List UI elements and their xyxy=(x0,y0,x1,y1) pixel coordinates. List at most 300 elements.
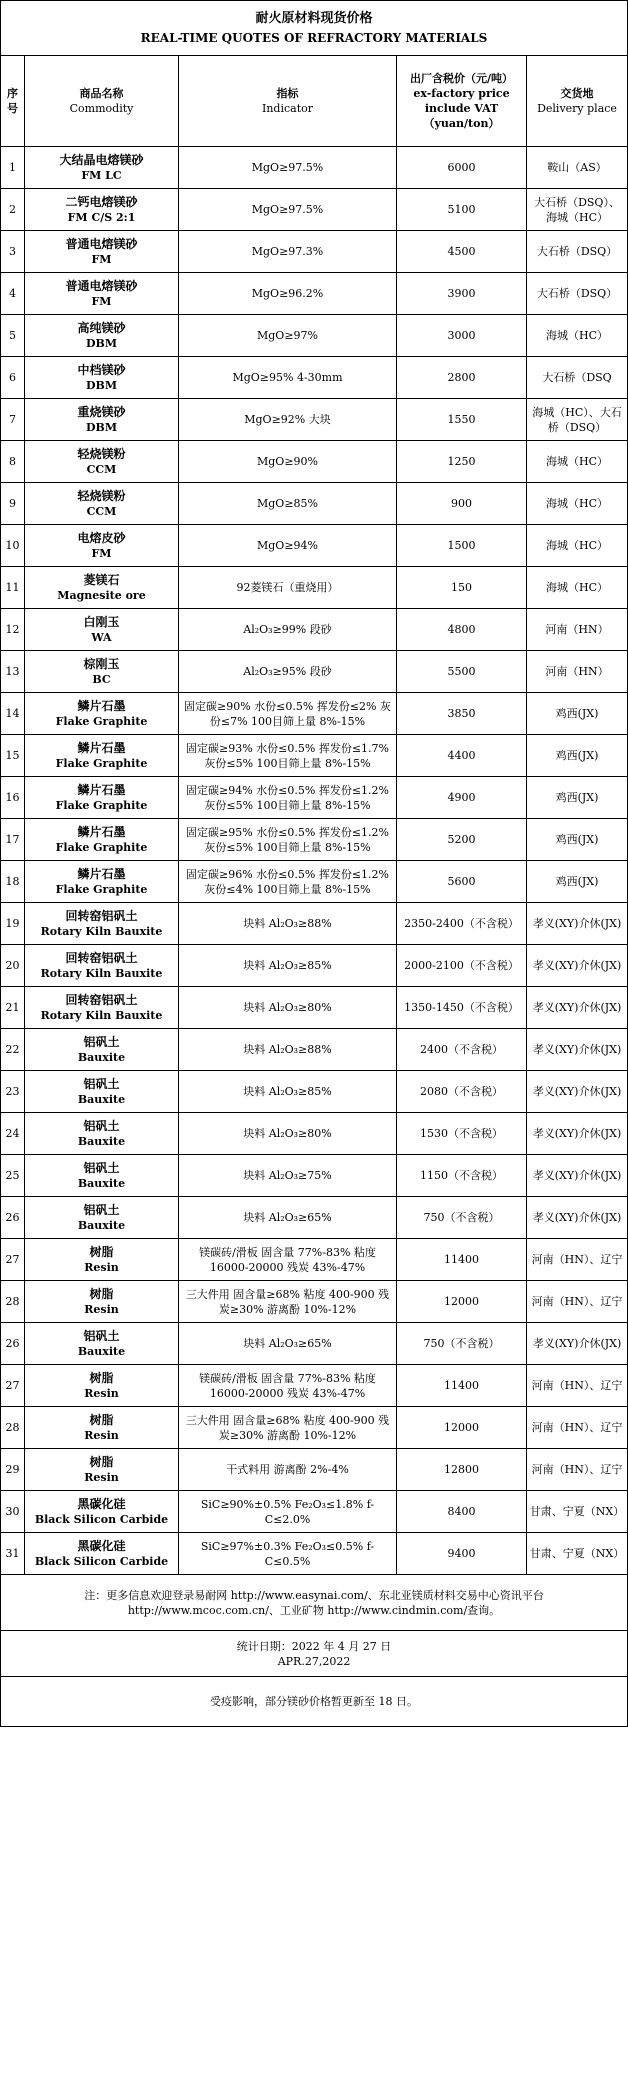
price-cell: 4500 xyxy=(397,231,527,273)
commodity-en: Flake Graphite xyxy=(55,882,148,896)
delivery-place-cell: 孝义(XY)介休(JX) xyxy=(527,1071,628,1113)
table-row xyxy=(1,1533,628,1575)
row-number: 28 xyxy=(1,1407,25,1449)
commodity-cell xyxy=(25,735,179,777)
commodity-cell xyxy=(25,525,179,567)
commodity-cell xyxy=(25,777,179,819)
delivery-place-cell: 甘肃、宁夏（NX） xyxy=(527,1491,628,1533)
row-number: 19 xyxy=(1,903,25,945)
price-cell: 2000-2100（不含税） xyxy=(397,945,527,987)
row-number: 31 xyxy=(1,1533,25,1575)
indicator-cell: 块料 Al₂O₃≥85% xyxy=(179,945,397,987)
commodity-cell xyxy=(25,987,179,1029)
table-row xyxy=(1,273,628,315)
commodity-cell xyxy=(25,1407,179,1449)
commodity-cn: 铝矾土 xyxy=(83,1118,120,1133)
commodity-cell xyxy=(25,567,179,609)
commodity-cell xyxy=(25,1533,179,1575)
price-cell: 12000 xyxy=(397,1281,527,1323)
commodity-cn: 回转窑铝矾土 xyxy=(65,950,138,965)
delivery-place-cell: 海城（HC） xyxy=(527,483,628,525)
commodity-en: FM xyxy=(91,252,112,266)
header-place xyxy=(527,56,628,147)
indicator-cell: MgO≥94% xyxy=(179,525,397,567)
commodity-cn: 铝矾土 xyxy=(83,1160,120,1175)
delivery-place-cell: 河南（HN）、辽宁 xyxy=(527,1239,628,1281)
table-row xyxy=(1,483,628,525)
table-body xyxy=(1,1,628,1575)
delivery-place-cell: 孝义(XY)介休(JX) xyxy=(527,1029,628,1071)
header-no: 序号 xyxy=(1,56,25,147)
table-row xyxy=(1,441,628,483)
commodity-cell xyxy=(25,315,179,357)
table-row xyxy=(1,189,628,231)
price-cell: 2080（不含税） xyxy=(397,1071,527,1113)
row-number: 16 xyxy=(1,777,25,819)
row-number: 14 xyxy=(1,693,25,735)
table-row xyxy=(1,819,628,861)
indicator-cell: 镁碳砖/滑板 固含量 77%-83% 粘度16000-20000 残炭 43%-47% xyxy=(179,1239,397,1281)
indicator-cell: MgO≥90% xyxy=(179,441,397,483)
price-cell: 1150（不含税） xyxy=(397,1155,527,1197)
delivery-place-cell: 鸡西(JX) xyxy=(527,777,628,819)
price-cell: 1250 xyxy=(397,441,527,483)
commodity-en: DBM xyxy=(85,336,117,350)
table-row xyxy=(1,777,628,819)
commodity-en: FM xyxy=(91,294,112,308)
table-row xyxy=(1,1491,628,1533)
commodity-cell xyxy=(25,819,179,861)
delivery-place-cell: 大石桥（DSQ） xyxy=(527,231,628,273)
indicator-cell: Al₂O₃≥95% 段砂 xyxy=(179,651,397,693)
price-cell: 12800 xyxy=(397,1449,527,1491)
price-cell: 11400 xyxy=(397,1365,527,1407)
commodity-en: WA xyxy=(91,630,112,644)
price-cell: 3900 xyxy=(397,273,527,315)
commodity-cn: 鳞片石墨 xyxy=(77,866,126,881)
row-number: 27 xyxy=(1,1239,25,1281)
row-number: 18 xyxy=(1,861,25,903)
commodity-cell xyxy=(25,147,179,189)
delivery-place-cell: 河南（HN）、辽宁 xyxy=(527,1281,628,1323)
price-cell: 4400 xyxy=(397,735,527,777)
row-number: 2 xyxy=(1,189,25,231)
row-number: 26 xyxy=(1,1323,25,1365)
header-indicator-en: Indicator xyxy=(261,102,313,115)
commodity-cn: 鳞片石墨 xyxy=(77,782,126,797)
commodity-en: Rotary Kiln Bauxite xyxy=(40,1008,163,1022)
table-row xyxy=(1,1113,628,1155)
commodity-en: DBM xyxy=(85,420,117,434)
commodity-cn: 棕刚玉 xyxy=(83,656,120,671)
price-cell: 150 xyxy=(397,567,527,609)
table-row xyxy=(1,147,628,189)
table-row xyxy=(1,1155,628,1197)
indicator-cell: 块料 Al₂O₃≥88% xyxy=(179,1029,397,1071)
commodity-en: Black Silicon Carbide xyxy=(34,1554,169,1568)
commodity-cn: 普通电熔镁砂 xyxy=(65,236,138,251)
commodity-cn: 铝矾土 xyxy=(83,1076,120,1091)
price-cell: 1550 xyxy=(397,399,527,441)
indicator-cell: Al₂O₃≥99% 段砂 xyxy=(179,609,397,651)
table-row xyxy=(1,567,628,609)
table-row xyxy=(1,231,628,273)
commodity-en: Resin xyxy=(84,1302,119,1316)
row-number: 7 xyxy=(1,399,25,441)
commodity-cell xyxy=(25,861,179,903)
table-row xyxy=(1,357,628,399)
indicator-cell: 固定碳≥94% 水份≤0.5% 挥发份≤1.2% 灰份≤5% 100目筛上量 8%-15% xyxy=(179,777,397,819)
price-cell: 4900 xyxy=(397,777,527,819)
commodity-cell xyxy=(25,357,179,399)
price-cell: 5500 xyxy=(397,651,527,693)
indicator-cell: SiC≥90%±0.5% Fe₂O₃≤1.8% f-C≤2.0% xyxy=(179,1491,397,1533)
row-number: 30 xyxy=(1,1491,25,1533)
indicator-cell: MgO≥97.5% xyxy=(179,147,397,189)
commodity-en: DBM xyxy=(85,378,117,392)
commodity-cell xyxy=(25,273,179,315)
commodity-cell xyxy=(25,483,179,525)
table-row xyxy=(1,651,628,693)
indicator-cell: MgO≥85% xyxy=(179,483,397,525)
commodity-en: Resin xyxy=(84,1260,119,1274)
table-row xyxy=(1,609,628,651)
row-number: 4 xyxy=(1,273,25,315)
row-number: 23 xyxy=(1,1071,25,1113)
price-cell: 3000 xyxy=(397,315,527,357)
indicator-cell: 固定碳≥95% 水份≤0.5% 挥发份≤1.2% 灰份≤5% 100目筛上量 8%-15% xyxy=(179,819,397,861)
row-number: 3 xyxy=(1,231,25,273)
price-cell: 3850 xyxy=(397,693,527,735)
table-row xyxy=(1,861,628,903)
table-row xyxy=(1,903,628,945)
header-row xyxy=(1,56,628,147)
delivery-place-cell: 海城（HC） xyxy=(527,315,628,357)
commodity-cell xyxy=(25,1365,179,1407)
table-row xyxy=(1,1323,628,1365)
commodity-en: CCM xyxy=(86,504,117,518)
price-cell: 1500 xyxy=(397,525,527,567)
delivery-place-cell: 大石桥（DSQ）、海城（HC） xyxy=(527,189,628,231)
indicator-cell: MgO≥97.3% xyxy=(179,231,397,273)
commodity-cell xyxy=(25,1197,179,1239)
commodity-cn: 轻烧镁粉 xyxy=(77,488,126,503)
delivery-place-cell: 海城（HC） xyxy=(527,525,628,567)
header-commodity-en: Commodity xyxy=(69,102,134,115)
commodity-cn: 黑碳化硅 xyxy=(77,1538,126,1553)
footer-date-cn: 统计日期：2022 年 4 月 27 日 xyxy=(236,1639,392,1653)
table-row xyxy=(1,1449,628,1491)
commodity-en: Rotary Kiln Bauxite xyxy=(40,924,163,938)
commodity-en: Bauxite xyxy=(77,1176,126,1190)
price-cell: 12000 xyxy=(397,1407,527,1449)
indicator-cell: 块料 Al₂O₃≥65% xyxy=(179,1197,397,1239)
commodity-cn: 回转窑铝矾土 xyxy=(65,992,138,1007)
row-number: 26 xyxy=(1,1197,25,1239)
price-cell: 5100 xyxy=(397,189,527,231)
indicator-cell: SiC≥97%±0.3% Fe₂O₃≤0.5% f-C≤0.5% xyxy=(179,1533,397,1575)
footer-note xyxy=(1,1575,628,1631)
commodity-cn: 重烧镁砂 xyxy=(77,404,126,419)
commodity-en: FM C/S 2:1 xyxy=(67,210,136,224)
row-number: 24 xyxy=(1,1113,25,1155)
delivery-place-cell: 孝义(XY)介休(JX) xyxy=(527,987,628,1029)
delivery-place-cell: 河南（HN） xyxy=(527,651,628,693)
row-number: 29 xyxy=(1,1449,25,1491)
indicator-cell: MgO≥96.2% xyxy=(179,273,397,315)
table-row xyxy=(1,1365,628,1407)
row-number: 6 xyxy=(1,357,25,399)
commodity-cn: 树脂 xyxy=(89,1412,114,1427)
delivery-place-cell: 鞍山（AS） xyxy=(527,147,628,189)
header-price-l3: include VAT xyxy=(424,102,499,115)
commodity-cn: 电熔皮砂 xyxy=(77,530,126,545)
delivery-place-cell: 河南（HN）、辽宁 xyxy=(527,1407,628,1449)
row-number: 8 xyxy=(1,441,25,483)
delivery-place-cell: 鸡西(JX) xyxy=(527,735,628,777)
indicator-cell: 固定碳≥93% 水份≤0.5% 挥发份≤1.7% 灰份≤5% 100目筛上量 8%-15% xyxy=(179,735,397,777)
commodity-en: Resin xyxy=(84,1470,119,1484)
delivery-place-cell: 大石桥（DSQ） xyxy=(527,273,628,315)
header-commodity xyxy=(25,56,179,147)
header-indicator-cn: 指标 xyxy=(276,87,299,100)
price-cell: 2400（不含税） xyxy=(397,1029,527,1071)
commodity-cn: 树脂 xyxy=(89,1454,114,1469)
title-cn: 耐火原材料现货价格 xyxy=(255,11,373,26)
price-cell: 2350-2400（不含税） xyxy=(397,903,527,945)
delivery-place-cell: 海城（HC）、大石桥（DSQ） xyxy=(527,399,628,441)
row-number: 28 xyxy=(1,1281,25,1323)
table-footer xyxy=(1,1575,628,1727)
row-number: 25 xyxy=(1,1155,25,1197)
price-cell: 900 xyxy=(397,483,527,525)
commodity-en: Rotary Kiln Bauxite xyxy=(40,966,163,980)
commodity-cn: 铝矾土 xyxy=(83,1328,120,1343)
delivery-place-cell: 孝义(XY)介休(JX) xyxy=(527,1155,628,1197)
indicator-cell: MgO≥97.5% xyxy=(179,189,397,231)
row-number: 10 xyxy=(1,525,25,567)
row-number: 20 xyxy=(1,945,25,987)
commodity-cn: 树脂 xyxy=(89,1286,114,1301)
price-cell: 750（不含税） xyxy=(397,1323,527,1365)
commodity-en: Flake Graphite xyxy=(55,840,148,854)
delivery-place-cell: 鸡西(JX) xyxy=(527,693,628,735)
row-number: 9 xyxy=(1,483,25,525)
table-row xyxy=(1,399,628,441)
row-number: 11 xyxy=(1,567,25,609)
commodity-cell xyxy=(25,1113,179,1155)
table-row xyxy=(1,735,628,777)
commodity-en: Flake Graphite xyxy=(55,798,148,812)
commodity-cn: 高纯镁砂 xyxy=(77,320,126,335)
indicator-cell: 块料 Al₂O₃≥75% xyxy=(179,1155,397,1197)
commodity-cn: 白刚玉 xyxy=(83,614,120,629)
commodity-cn: 二钙电熔镁砂 xyxy=(65,194,138,209)
commodity-cell xyxy=(25,1491,179,1533)
delivery-place-cell: 孝义(XY)介休(JX) xyxy=(527,1197,628,1239)
commodity-cn: 鳞片石墨 xyxy=(77,740,126,755)
row-number: 13 xyxy=(1,651,25,693)
row-number: 15 xyxy=(1,735,25,777)
commodity-cell xyxy=(25,231,179,273)
delivery-place-cell: 甘肃、宁夏（NX） xyxy=(527,1533,628,1575)
price-cell: 1350-1450（不含税） xyxy=(397,987,527,1029)
header-price-l4: （yuan/ton） xyxy=(423,117,500,130)
indicator-cell: 固定碳≥96% 水份≤0.5% 挥发份≤1.2% 灰份≤4% 100目筛上量 8%-15% xyxy=(179,861,397,903)
commodity-cell xyxy=(25,609,179,651)
table-title xyxy=(1,1,628,56)
commodity-cn: 鳞片石墨 xyxy=(77,824,126,839)
price-cell: 5200 xyxy=(397,819,527,861)
indicator-cell: 92菱镁石（重烧用） xyxy=(179,567,397,609)
table-row xyxy=(1,315,628,357)
footer-date-row xyxy=(1,1631,628,1677)
header-price-l2: ex-factory price xyxy=(413,87,510,100)
delivery-place-cell: 河南（HN）、辽宁 xyxy=(527,1365,628,1407)
delivery-place-cell: 海城（HC） xyxy=(527,567,628,609)
commodity-cell xyxy=(25,651,179,693)
commodity-cn: 轻烧镁粉 xyxy=(77,446,126,461)
footer-date-en: APR.27,2022 xyxy=(277,1654,351,1668)
header-place-en: Delivery place xyxy=(537,102,617,115)
commodity-en: FM LC xyxy=(81,168,122,182)
delivery-place-cell: 鸡西(JX) xyxy=(527,819,628,861)
price-cell: 8400 xyxy=(397,1491,527,1533)
commodity-cell xyxy=(25,693,179,735)
commodity-en: Bauxite xyxy=(77,1050,126,1064)
title-en: REAL-TIME QUOTES OF REFRACTORY MATERIALS xyxy=(140,31,488,45)
price-cell: 4800 xyxy=(397,609,527,651)
row-number: 17 xyxy=(1,819,25,861)
indicator-cell: 块料 Al₂O₃≥80% xyxy=(179,1113,397,1155)
footer-date xyxy=(1,1631,628,1677)
footer-note-line2: http://www.mcoc.com.cn/、工业矿物 http://www.cindmin.com/查询。 xyxy=(127,1603,501,1617)
indicator-cell: 镁碳砖/滑板 固含量 77%-83% 粘度16000-20000 残炭 43%-47% xyxy=(179,1365,397,1407)
commodity-en: Magnesite ore xyxy=(57,588,146,602)
commodity-cn: 树脂 xyxy=(89,1370,114,1385)
commodity-en: Bauxite xyxy=(77,1134,126,1148)
indicator-cell: MgO≥92% 大块 xyxy=(179,399,397,441)
commodity-en: Bauxite xyxy=(77,1092,126,1106)
indicator-cell: 干式料用 游离酚 2%-4% xyxy=(179,1449,397,1491)
title-row xyxy=(1,1,628,56)
commodity-cell xyxy=(25,441,179,483)
table-row xyxy=(1,1071,628,1113)
commodity-cn: 大结晶电熔镁砂 xyxy=(59,152,144,167)
commodity-cell xyxy=(25,945,179,987)
delivery-place-cell: 孝义(XY)介休(JX) xyxy=(527,1113,628,1155)
commodity-cn: 菱镁石 xyxy=(83,572,120,587)
table-row xyxy=(1,1281,628,1323)
commodity-cell xyxy=(25,1155,179,1197)
row-number: 1 xyxy=(1,147,25,189)
indicator-cell: 块料 Al₂O₃≥88% xyxy=(179,903,397,945)
commodity-cell xyxy=(25,1323,179,1365)
indicator-cell: 固定碳≥90% 水份≤0.5% 挥发份≤2% 灰份≤7% 100目筛上量 8%-15% xyxy=(179,693,397,735)
commodity-cn: 中档镁砂 xyxy=(77,362,126,377)
commodity-en: FM xyxy=(91,546,112,560)
price-cell: 6000 xyxy=(397,147,527,189)
commodity-cn: 铝矾土 xyxy=(83,1202,120,1217)
commodity-cn: 回转窑铝矾土 xyxy=(65,908,138,923)
footer-notice: 受疫影响，部分镁砂价格暂更新至 18 日。 xyxy=(1,1677,628,1727)
commodity-cn: 黑碳化硅 xyxy=(77,1496,126,1511)
indicator-cell: 三大件用 固含量≥68% 粘度 400-900 残炭≥30% 游离酚 10%-12% xyxy=(179,1407,397,1449)
row-number: 12 xyxy=(1,609,25,651)
delivery-place-cell: 鸡西(JX) xyxy=(527,861,628,903)
footer-note-line1: 注：更多信息欢迎登录易耐网 http://www.easynai.com/、东北亚镁质材料交易中心资讯平台 xyxy=(84,1588,544,1602)
price-cell: 5600 xyxy=(397,861,527,903)
table-row xyxy=(1,1197,628,1239)
price-cell: 1530（不含税） xyxy=(397,1113,527,1155)
delivery-place-cell: 孝义(XY)介休(JX) xyxy=(527,1323,628,1365)
commodity-en: Bauxite xyxy=(77,1218,126,1232)
table-row xyxy=(1,987,628,1029)
commodity-cn: 树脂 xyxy=(89,1244,114,1259)
commodity-en: Resin xyxy=(84,1386,119,1400)
footer-note-row xyxy=(1,1575,628,1631)
commodity-cn: 铝矾土 xyxy=(83,1034,120,1049)
table-row xyxy=(1,1239,628,1281)
commodity-en: Flake Graphite xyxy=(55,756,148,770)
row-number: 27 xyxy=(1,1365,25,1407)
price-cell: 11400 xyxy=(397,1239,527,1281)
commodity-cell xyxy=(25,1449,179,1491)
header-place-cn: 交货地 xyxy=(560,87,594,100)
commodity-en: BC xyxy=(92,672,111,686)
delivery-place-cell: 河南（HN） xyxy=(527,609,628,651)
table-row xyxy=(1,525,628,567)
commodity-en: Flake Graphite xyxy=(55,714,148,728)
delivery-place-cell: 孝义(XY)介休(JX) xyxy=(527,945,628,987)
header-indicator xyxy=(179,56,397,147)
delivery-place-cell: 河南（HN）、辽宁 xyxy=(527,1449,628,1491)
commodity-en: CCM xyxy=(86,462,117,476)
table-row xyxy=(1,1407,628,1449)
commodity-cn: 普通电熔镁砂 xyxy=(65,278,138,293)
commodity-cell xyxy=(25,903,179,945)
row-number: 22 xyxy=(1,1029,25,1071)
indicator-cell: 三大件用 固含量≥68% 粘度 400-900 残炭≥30% 游离酚 10%-12% xyxy=(179,1281,397,1323)
commodity-en: Bauxite xyxy=(77,1344,126,1358)
indicator-cell: 块料 Al₂O₃≥80% xyxy=(179,987,397,1029)
table-row xyxy=(1,693,628,735)
footer-notice-row xyxy=(1,1677,628,1727)
price-cell: 9400 xyxy=(397,1533,527,1575)
table-row xyxy=(1,1029,628,1071)
indicator-cell: 块料 Al₂O₃≥85% xyxy=(179,1071,397,1113)
table-row xyxy=(1,945,628,987)
header-commodity-cn: 商品名称 xyxy=(79,87,124,100)
commodity-cell xyxy=(25,1239,179,1281)
commodity-cell xyxy=(25,189,179,231)
delivery-place-cell: 孝义(XY)介休(JX) xyxy=(527,903,628,945)
row-number: 21 xyxy=(1,987,25,1029)
indicator-cell: MgO≥97% xyxy=(179,315,397,357)
commodity-en: Black Silicon Carbide xyxy=(34,1512,169,1526)
commodity-cn: 鳞片石墨 xyxy=(77,698,126,713)
commodity-cell xyxy=(25,399,179,441)
indicator-cell: MgO≥95% 4-30mm xyxy=(179,357,397,399)
commodity-cell xyxy=(25,1071,179,1113)
price-cell: 750（不含税） xyxy=(397,1197,527,1239)
indicator-cell: 块料 Al₂O₃≥65% xyxy=(179,1323,397,1365)
row-number: 5 xyxy=(1,315,25,357)
commodity-cell xyxy=(25,1029,179,1071)
price-cell: 2800 xyxy=(397,357,527,399)
delivery-place-cell: 大石桥（DSQ xyxy=(527,357,628,399)
header-price xyxy=(397,56,527,147)
